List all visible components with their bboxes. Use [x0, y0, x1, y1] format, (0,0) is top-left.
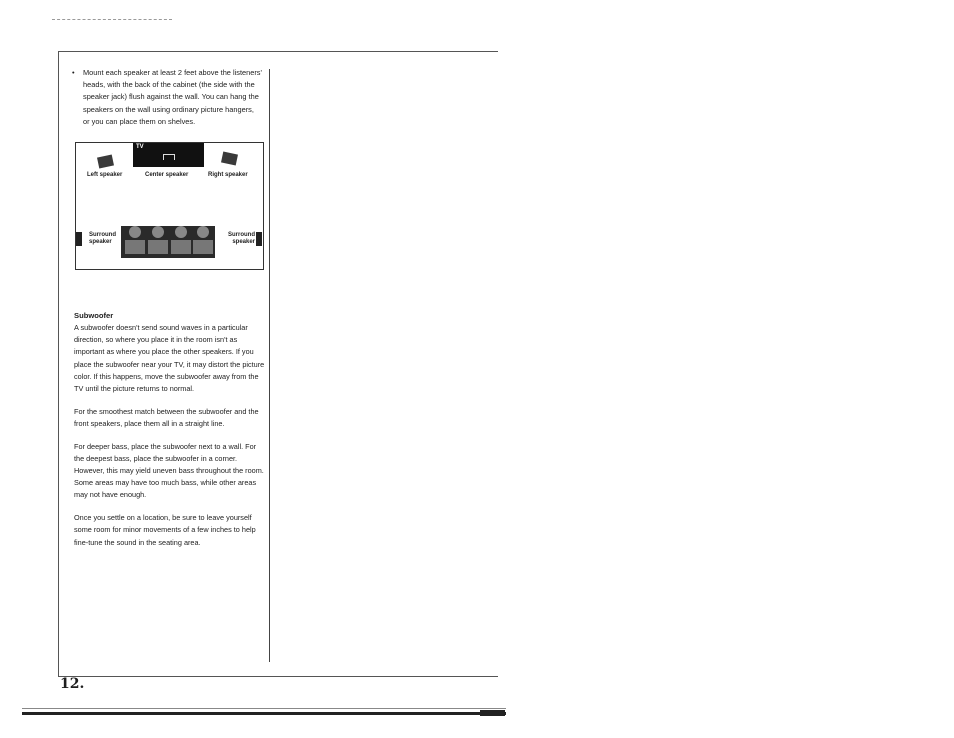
left-speaker-label: Left speaker — [87, 172, 123, 178]
subwoofer-paragraph-4: Once you settle on a location, be sure to leave yourself some room for minor movements of a few inches to help fine-tune the sound in the seating area. — [74, 513, 256, 547]
bullet-paragraph — [72, 67, 262, 128]
scan-bottom-rule — [22, 712, 506, 715]
right-speaker-label: Right speaker — [208, 172, 248, 178]
speaker-placement-figure — [75, 142, 264, 270]
subwoofer-paragraph-1: A subwoofer doesn't send sound waves in a particular direction, so where you place it in the room isn't as important as where you place the other speakers. If you place the subwoofer near your TV, it may distort the picture color. If this happens, move the subwoofer away from the TV until the picture returns to normal. — [74, 323, 265, 394]
bullet-symbol: • — [72, 68, 75, 77]
scan-bottom-thin-rule — [22, 708, 506, 709]
subwoofer-paragraph-3: For deeper bass, place the subwoofer next to a wall. For the deepest bass, place the subwoofer in a corner. However, this may yield uneven bass throughout the room. Some areas may have too much bass, while other areas may not have enough. — [74, 441, 264, 500]
scan-edge-mark — [480, 710, 505, 716]
surround-right-label: Surround speaker — [228, 232, 255, 245]
subwoofer-heading: Subwoofer — [74, 311, 114, 320]
surround-right-speaker-icon — [256, 232, 262, 246]
surround-left-label: Surround speaker — [89, 232, 116, 245]
tv-block — [133, 143, 204, 167]
center-speaker-label: Center speaker — [145, 172, 189, 178]
subwoofer-paragraph-2: For the smoothest match between the subwoofer and the front speakers, place them all in a straight line. — [74, 406, 259, 428]
bullet-text: Mount each speaker at least 2 feet above the listeners' heads, with the back of the cabinet (the side with the speaker jack) flush against the wall. You can hang the speakers on the wall using ordinary picture hangers, or you can place them on shelves. — [83, 68, 262, 126]
right-speaker-icon — [221, 152, 238, 166]
tv-label: TV — [136, 144, 144, 150]
audience-seating-icon — [121, 222, 215, 258]
subwoofer-body — [74, 322, 266, 559]
left-speaker-icon — [97, 155, 114, 169]
scan-dash-line — [52, 19, 172, 20]
column-divider — [269, 69, 270, 662]
page-number: 12. — [60, 676, 85, 692]
center-speaker-icon — [163, 154, 175, 160]
surround-left-speaker-icon — [76, 232, 82, 246]
